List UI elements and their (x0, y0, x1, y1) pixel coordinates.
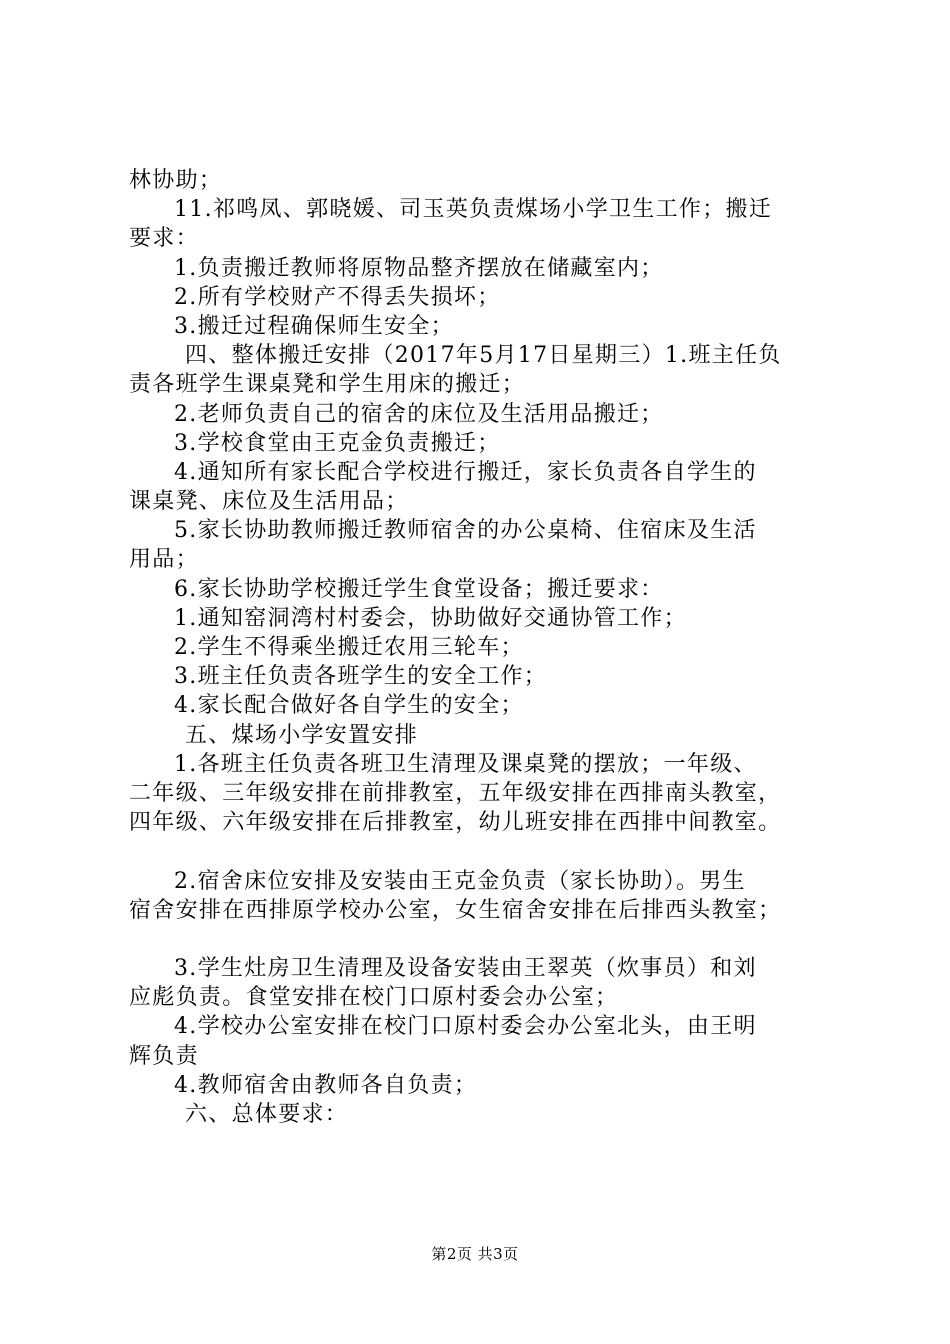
text-line: 课桌凳、床位及生活用品； (129, 489, 409, 515)
text-line: 林协助； (129, 168, 223, 193)
text-line: 3.班主任负责各班学生的安全工作； (174, 664, 548, 690)
text-line: 6.家长协助学校搬迁学生食堂设备；搬迁要求： (174, 576, 664, 602)
text-line: 11.祁鸣凤、郭晓媛、司玉英负责煤场小学卫生工作；搬迁 (174, 197, 773, 223)
text-line: 4.学校办公室安排在校门口原村委会办公室北头，由王明 (174, 1014, 757, 1040)
text-line: 1.各班主任负责各班卫生清理及课桌凳的摆放；一年级、 (174, 751, 757, 777)
text-line: 1.通知窑洞湾村村委会，协助做好交通协管工作； (174, 605, 687, 631)
text-line: 宿舍安排在西排原学校办公室，女生宿舍安排在后排西头教室； (129, 897, 782, 923)
blank-line (129, 925, 849, 954)
section-heading: 五、煤场小学安置安排 (185, 722, 419, 748)
text-line: 2.老师负责自己的宿舍的床位及生活用品搬迁； (174, 401, 664, 427)
text-line: 5.家长协助教师搬迁教师宿舍的办公桌椅、住宿床及生活 (174, 518, 757, 544)
text-line: 用品； (129, 547, 199, 573)
section-heading: 四、整体搬迁安排（2017年5月17日星期三）1.班主任负 (185, 343, 782, 369)
text-line: 四年级、六年级安排在后排教室，幼儿班安排在西排中间教室。 (129, 810, 782, 836)
text-line: 2.学生不得乘坐搬迁农用三轮车； (174, 635, 524, 660)
text-line: 2.宿舍床位安排及安装由王克金负责（家长协助）。男生 (174, 868, 746, 894)
text-line: 应彪负责。食堂安排在校门口原村委会办公室； (129, 985, 619, 1011)
text-line: 4.家长配合做好各自学生的安全； (174, 693, 524, 719)
page-footer: 第2页 共3页 (431, 1245, 519, 1263)
text-line: 3.学校食堂由王克金负责搬迁； (174, 430, 501, 456)
text-line: 2.所有学校财产不得丢失损坏； (174, 284, 501, 310)
text-line: 4.教师宿舍由教师各自负责； (174, 1072, 478, 1098)
document-body (129, 166, 849, 1129)
text-line: 要求： (129, 226, 199, 252)
text-line: 责各班学生课桌凳和学生用床的搬迁； (129, 372, 526, 398)
text-line: 1.负责搬迁教师将原物品整齐摆放在储藏室内； (174, 255, 664, 281)
text-line: 辉负责 (129, 1043, 199, 1069)
blank-line (129, 837, 849, 866)
section-heading: 六、总体要求： (185, 1102, 349, 1127)
text-line: 二年级、三年级安排在前排教室，五年级安排在西排南头教室， (129, 780, 782, 806)
text-line: 3.搬迁过程确保师生安全； (174, 313, 454, 339)
text-line: 4.通知所有家长配合学校进行搬迁，家长负责各自学生的 (174, 459, 757, 485)
text-line: 3.学生灶房卫生清理及设备安装由王翠英（炊事员）和刘 (174, 956, 757, 982)
